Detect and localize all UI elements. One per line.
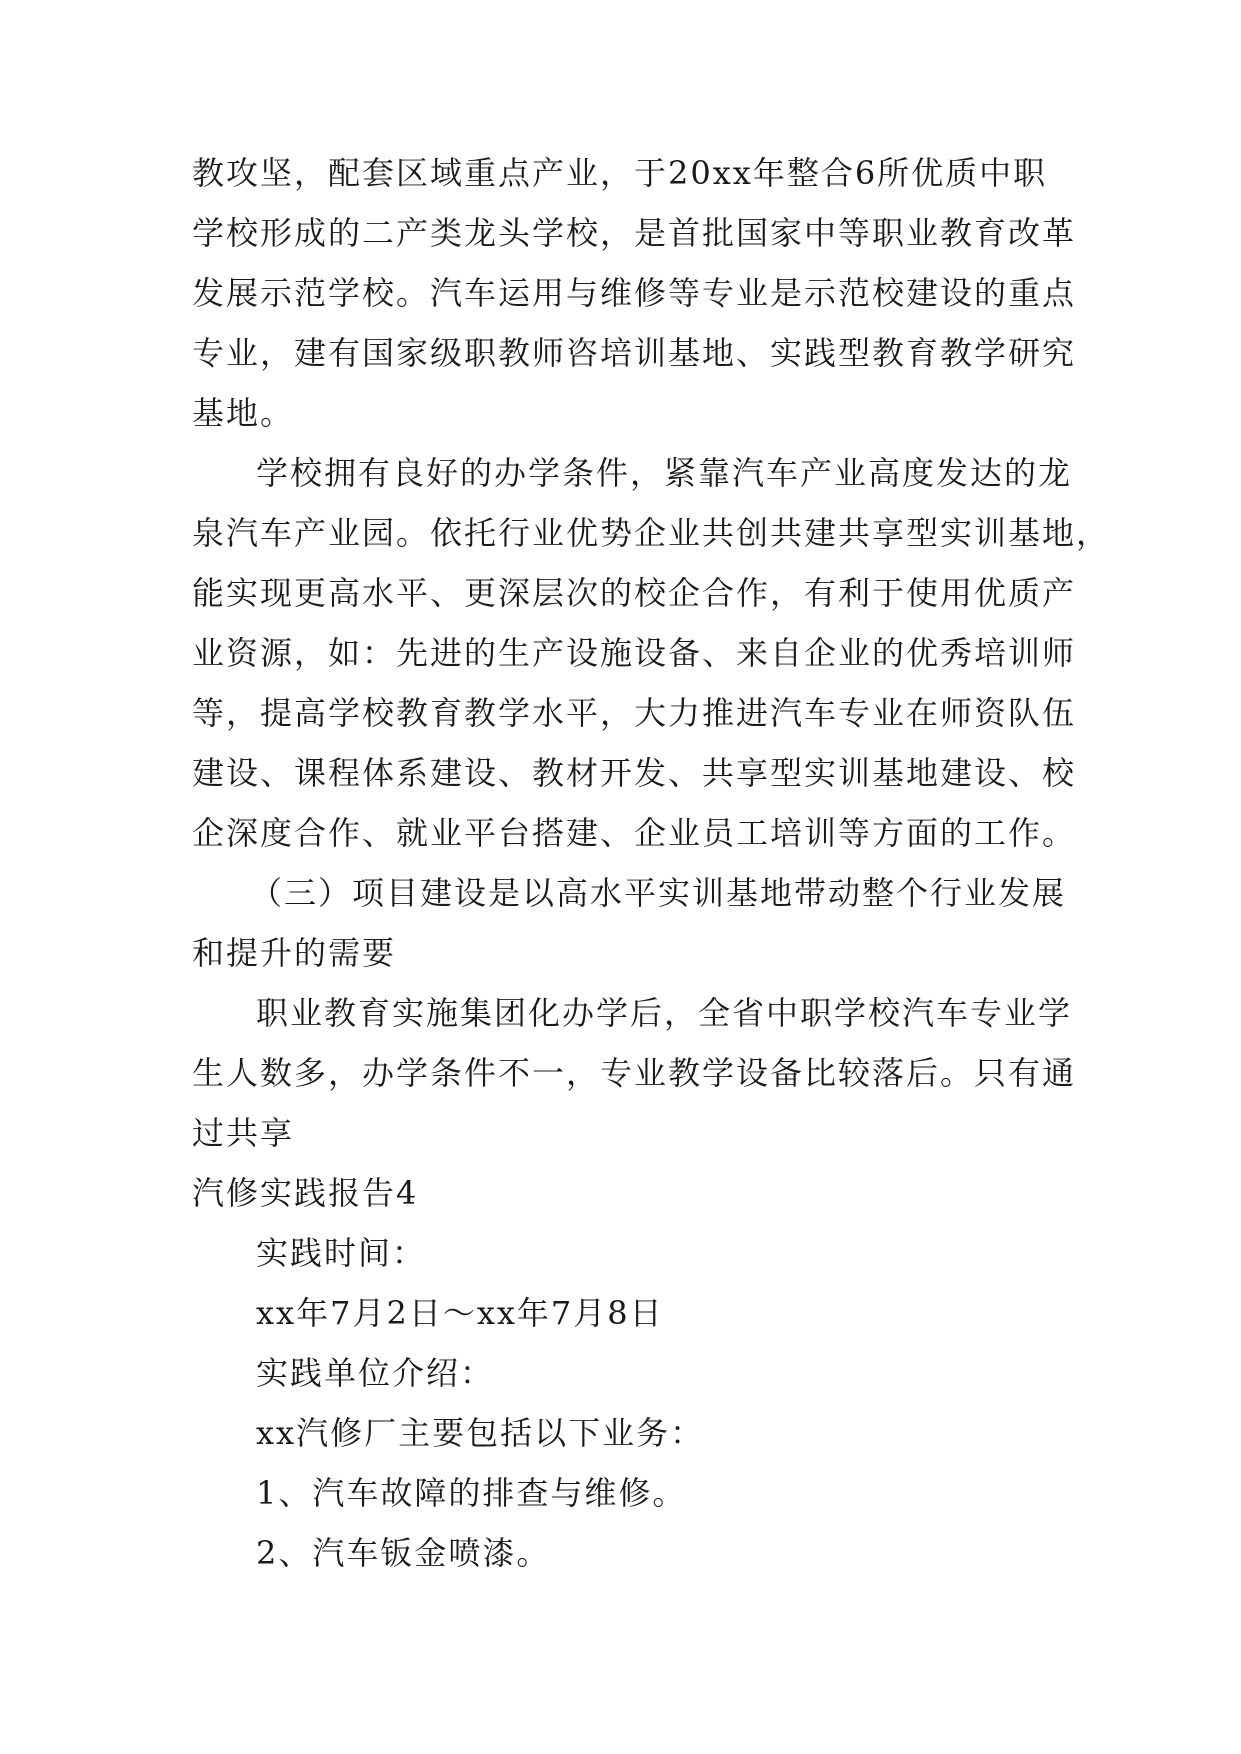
business-item: 2、汽车钣金喷漆。: [256, 1534, 551, 1572]
paragraph-line: 发展示范学校。汽车运用与维修等专业是示范校建设的重点: [192, 274, 1077, 312]
paragraph-line: 泉汽车产业园。依托行业优势企业共创共建共享型实训基地，: [192, 514, 1111, 552]
section-heading-line: 和提升的需要: [192, 934, 397, 972]
section-heading-line: （三）项目建设是以高水平实训基地带动整个行业发展: [250, 874, 1067, 912]
paragraph-line: 企深度合作、就业平台搭建、企业员工培训等方面的工作。: [192, 814, 1077, 852]
report-title: 汽修实践报告4: [192, 1174, 419, 1212]
paragraph-line: 等，提高学校教育教学水平，大力推进汽车专业在师资队伍: [192, 694, 1077, 732]
paragraph-line: 学校拥有良好的办学条件，紧靠汽车产业高度发达的龙: [256, 454, 1073, 492]
paragraph-line: 教攻坚，配套区域重点产业，于20xx年整合6所优质中职: [192, 154, 1048, 192]
paragraph-line: 建设、课程体系建设、教材开发、共享型实训基地建设、校: [192, 754, 1077, 792]
practice-time-label: 实践时间：: [256, 1234, 427, 1272]
practice-time-value: xx年7月2日～xx年7月8日: [256, 1294, 664, 1332]
paragraph-line: 业资源，如：先进的生产设施设备、来自企业的优秀培训师: [192, 634, 1077, 672]
paragraph-line: 过共享: [192, 1114, 295, 1152]
paragraph-line: 能实现更高水平、更深层次的校企合作，有利于使用优质产: [192, 574, 1077, 612]
unit-intro-text: xx汽修厂主要包括以下业务：: [256, 1414, 705, 1452]
paragraph-line: 基地。: [192, 394, 295, 432]
unit-intro-label: 实践单位介绍：: [256, 1354, 495, 1392]
business-item: 1、汽车故障的排查与维修。: [256, 1474, 687, 1512]
paragraph-line: 学校形成的二产类龙头学校，是首批国家中等职业教育改革: [192, 214, 1077, 252]
paragraph-line: 专业，建有国家级职教师咨培训基地、实践型教育教学研究: [192, 334, 1077, 372]
paragraph-line: 生人数多，办学条件不一，专业教学设备比较落后。只有通: [192, 1054, 1077, 1092]
paragraph-line: 职业教育实施集团化办学后，全省中职学校汽车专业学: [256, 994, 1073, 1032]
